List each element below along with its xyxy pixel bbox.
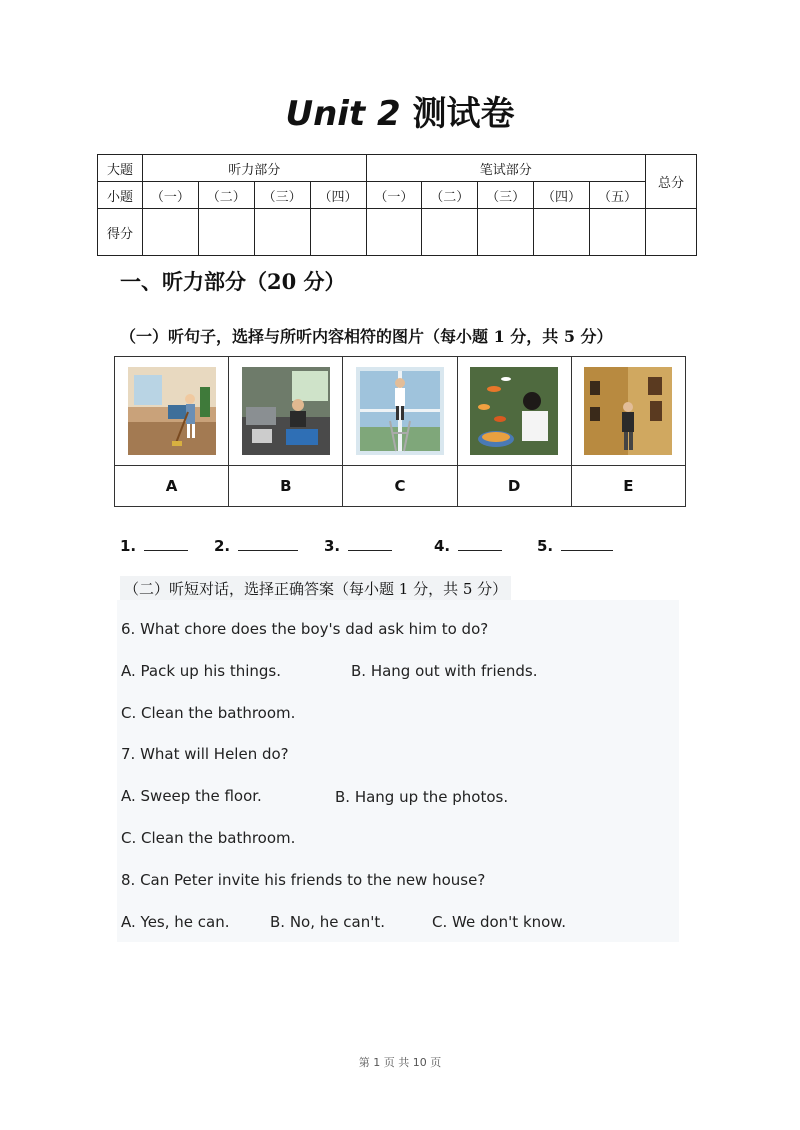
score-label-cell: 得分 bbox=[98, 209, 143, 256]
listening-part-cell: （二） bbox=[198, 182, 254, 209]
picture-letter: B bbox=[229, 466, 343, 507]
page-footer: 第 1 页 共 10 页 bbox=[358, 1056, 442, 1069]
option-8a[interactable]: A. Yes, he can. bbox=[121, 913, 230, 931]
question-6: 6. What chore does the boy's dad ask him to do? bbox=[121, 620, 489, 638]
option-7b[interactable]: B. Hang up the photos. bbox=[335, 788, 509, 806]
picture-cell-b bbox=[229, 357, 343, 466]
title-test: 测试卷 bbox=[412, 94, 515, 134]
option-8c[interactable]: C. We don't know. bbox=[432, 913, 566, 931]
part1-instruction: （一）听句子，选择与所听内容相符的图片（每小题 1 分，共 5 分） bbox=[120, 327, 613, 346]
question-8: 8. Can Peter invite his friends to the new house? bbox=[121, 871, 486, 889]
score-table bbox=[97, 154, 697, 256]
picture-letter: A bbox=[115, 466, 229, 507]
answer-blank-3[interactable]: 3. bbox=[324, 536, 392, 555]
answer-blank-2[interactable]: 2. bbox=[214, 536, 298, 555]
small-label-cell: 小题 bbox=[98, 182, 143, 209]
picture-cell-e bbox=[571, 357, 685, 466]
answer-blank-4[interactable]: 4. bbox=[434, 536, 502, 555]
question-panel bbox=[117, 600, 679, 942]
score-input-cell[interactable] bbox=[366, 209, 422, 256]
score-input-cell[interactable] bbox=[310, 209, 366, 256]
option-8b[interactable]: B. No, he can't. bbox=[270, 913, 385, 931]
picture-cell-c bbox=[343, 357, 457, 466]
writing-part-cell: （一） bbox=[366, 182, 422, 209]
picture-letter: C bbox=[343, 466, 457, 507]
answer-blank-1[interactable]: 1. bbox=[120, 536, 188, 555]
score-input-cell[interactable] bbox=[198, 209, 254, 256]
writing-part-cell: （四） bbox=[534, 182, 590, 209]
total-header: 总分 bbox=[646, 155, 697, 209]
girl-feeding-fish-photo bbox=[470, 367, 558, 455]
option-7a[interactable]: A. Sweep the floor. bbox=[121, 787, 262, 805]
answer-blank-5[interactable]: 5. bbox=[537, 536, 613, 555]
question-7: 7. What will Helen do? bbox=[121, 745, 289, 763]
option-6b[interactable]: B. Hang out with friends. bbox=[351, 662, 538, 680]
writing-part-cell: （五） bbox=[590, 182, 646, 209]
option-7c[interactable]: C. Clean the bathroom. bbox=[121, 829, 296, 847]
picture-cell-a bbox=[115, 357, 229, 466]
listening-part-cell: （三） bbox=[254, 182, 310, 209]
listening-header: 听力部分 bbox=[143, 155, 367, 182]
part2-instruction: （二）听短对话，选择正确答案（每小题 1 分，共 5 分） bbox=[120, 576, 511, 601]
score-input-cell[interactable] bbox=[478, 209, 534, 256]
score-input-cell[interactable] bbox=[534, 209, 590, 256]
person-cleaning-window-photo bbox=[356, 367, 444, 455]
picture-table bbox=[114, 356, 686, 507]
writing-part-cell: （二） bbox=[422, 182, 478, 209]
boy-sweeping-floor-photo bbox=[128, 367, 216, 455]
person-hanging-photos-photo bbox=[584, 367, 672, 455]
title-unit: Unit 2 bbox=[285, 94, 401, 134]
option-6a[interactable]: A. Pack up his things. bbox=[121, 662, 282, 680]
score-input-cell[interactable] bbox=[254, 209, 310, 256]
writing-header: 笔试部分 bbox=[366, 155, 646, 182]
score-input-cell[interactable] bbox=[143, 209, 199, 256]
person-washing-clothes-photo bbox=[242, 367, 330, 455]
listening-part-cell: （一） bbox=[143, 182, 199, 209]
score-input-cell[interactable] bbox=[422, 209, 478, 256]
picture-cell-d bbox=[457, 357, 571, 466]
score-input-cell[interactable] bbox=[590, 209, 646, 256]
picture-letter: E bbox=[571, 466, 685, 507]
total-score-cell[interactable] bbox=[646, 209, 697, 256]
section-listening-heading: 一、听力部分（20 分） bbox=[120, 269, 346, 294]
writing-part-cell: （三） bbox=[478, 182, 534, 209]
picture-letter: D bbox=[457, 466, 571, 507]
page-title bbox=[0, 86, 800, 135]
row-header-cell: 大题 bbox=[98, 155, 143, 182]
option-6c[interactable]: C. Clean the bathroom. bbox=[121, 704, 296, 722]
listening-part-cell: （四） bbox=[310, 182, 366, 209]
